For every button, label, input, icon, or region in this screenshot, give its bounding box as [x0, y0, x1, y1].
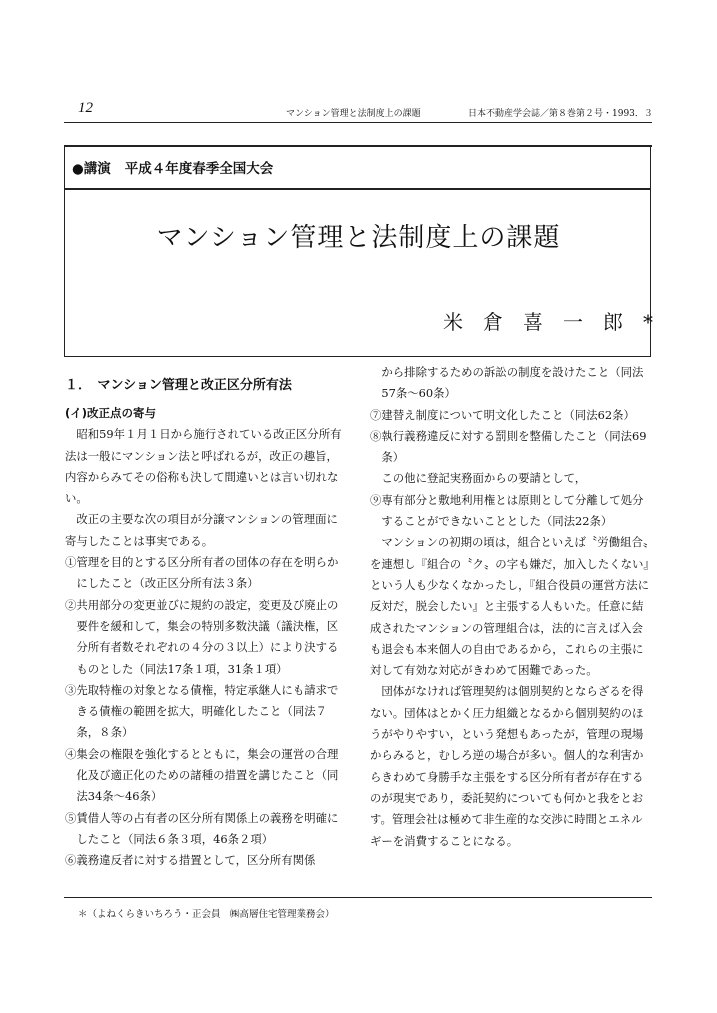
list-item: ④集会の権限を強化するとともに，集会の運営の合理化及び適正化のための諸種の措置を講じたこと（同法34条～46条）: [65, 746, 339, 804]
paragraph: 改正の主要な次の項目が分譲マンションの管理面に寄与したことは事実である。: [65, 512, 338, 548]
list-item: ①管理を目的とする区分所有者の団体の存在を明らかにしたこと（改正区分所有法３条）: [65, 555, 339, 591]
section-heading: １． マンション管理と改正区分所有法: [65, 378, 292, 393]
author-footnote: ＊（よねくらきいちろう・正会員 ㈱高層住宅管理業務会）: [78, 909, 335, 920]
list-item: ⑥義務違反者に対する措置として，区分所有関係: [65, 853, 316, 868]
running-title: マンション管理と法制度上の課題: [286, 109, 421, 119]
list-item: ⑦建替え制度について明文化したこと（同法62条）: [370, 407, 635, 422]
author-name: 米倉喜一郎*: [443, 310, 673, 334]
list-item: ⑧執行義務違反に対する罰則を整備したこと（同法69条）: [370, 428, 647, 465]
list-item-continuation: から排除するための訴訟の制度を設けたこと（同法57条～60条）: [381, 365, 644, 401]
page-number: 12: [78, 100, 93, 116]
lecture-event: 平成４年度春季全国大会: [124, 161, 274, 177]
list-item: ⑨専有部分と敷地利用権とは原則として分離して処分することができないこととした（同法22条）: [370, 492, 644, 529]
article-title: マンション管理と法制度上の課題: [156, 223, 561, 253]
paragraph: 昭和59年１月１日から施行されている改正区分所有法は一般にマンション法と呼ばれるが，改正の趣旨，内容からみてその俗称も決して間違いとは言い切れない。: [65, 427, 342, 506]
left-column: [65, 369, 347, 872]
lecture-heading: [72, 157, 273, 177]
list-item: ⑤賃借人等の占有者の区分所有関係上の義務を明確にしたこと（同法６条３項，46条２項）: [65, 810, 339, 846]
footnote-rule: [64, 897, 652, 898]
box-divider: [64, 188, 651, 190]
header-rule: [64, 122, 652, 123]
lecture-label: ●講演: [72, 161, 111, 177]
subheading: (イ)改正点の寄与: [65, 406, 157, 420]
paragraph: マンションの初期の頃は，組合といえば〝労働組合〟を連想し『組合の〝ク〟の字も嫌だ，加入したくない』という人も少なくなかったし，『組合役員の運営方法に反対だ，脱会したい』と主張する人もいた。任意に結成されたマンションの管理組合は，法的に言えば入会も退会も本来個人の自由であるから，これらの主張に対して有効な対応がきわめて困難であった。: [370, 535, 650, 678]
right-column: [370, 362, 652, 852]
paragraph: 団体がなければ管理契約は個別契約とならざるを得ない。団体はとかく圧力組織となるから個別契約のほうがやりやすい，という発想もあったが，管理の現場からみると，むしろ逆の場合が多い。個人的な利害からきわめて身勝手な主張をする区分所有者が存在するのが現実であり，委託契約についても何かと我をとおす。管理会社は極めて非生産的な交渉に時間とエネルギーを消費することになる。: [370, 684, 644, 848]
journal-citation: 日本不動産学会誌／第８巻第２号・1993．３: [468, 109, 653, 119]
list-item: ②共用部分の変更並びに規約の設定，変更及び廃止の要件を緩和して，集会の特別多数決議（議決権，区分所有者数それぞれの４分の３以上）により決するものとした（同法17条１項，31条１項）: [65, 597, 339, 676]
list-item: ③先取特権の対象となる債権，特定承継人にも請求できる債権の範囲を拡大，明確化したこと（同法７条，８条）: [65, 682, 339, 740]
paragraph: この他に登記実務面からの要請として，: [381, 471, 587, 486]
